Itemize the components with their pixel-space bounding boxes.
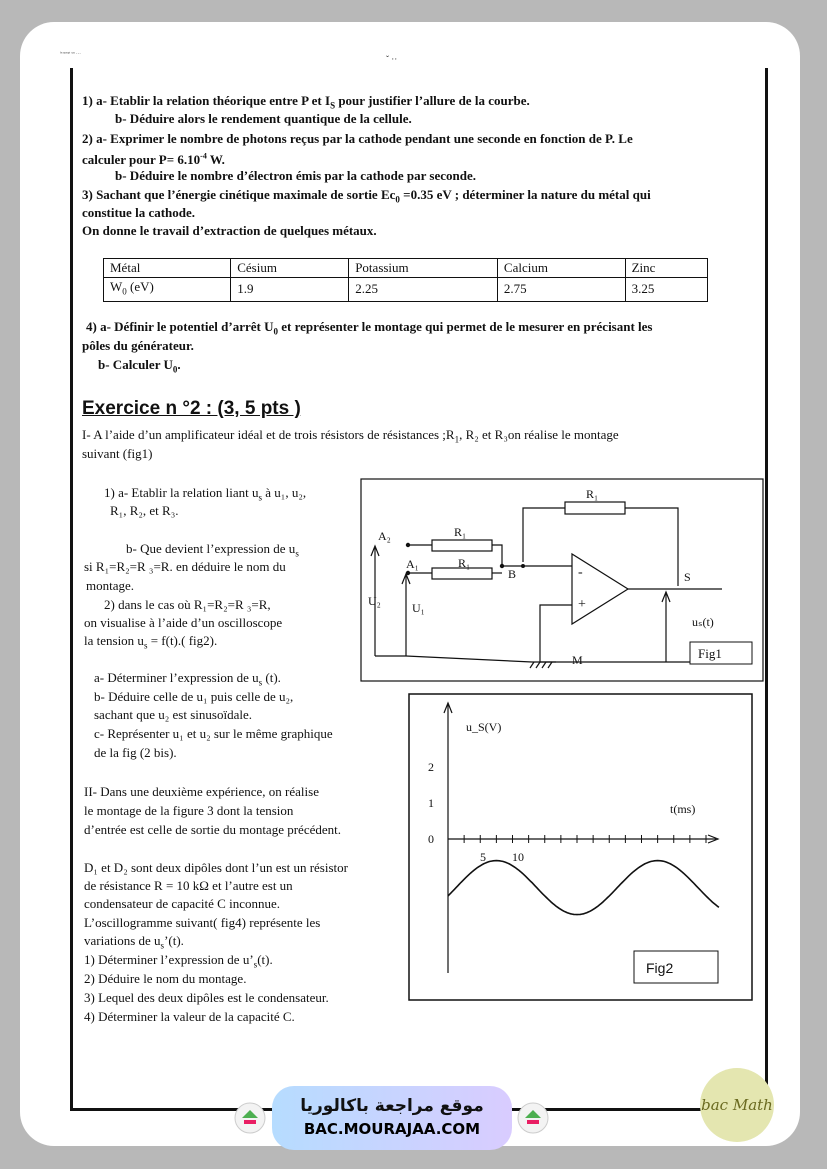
- table-row: [104, 278, 708, 302]
- q2b-line: b- Déduire le nombre d’électron émis par la cathode par seconde.: [115, 168, 476, 183]
- label-u1: U₁: [412, 601, 425, 615]
- site-url[interactable]: BAC.MOURAJAA.COM: [303, 1120, 481, 1138]
- table-row-label: $W_0$ (eV): [104, 278, 231, 302]
- site-banner[interactable]: [272, 1086, 512, 1150]
- fig1-caption: Fig1: [698, 646, 722, 661]
- label-a1: A₁: [406, 557, 419, 571]
- q4a-line2: pôles du générateur.: [82, 338, 194, 353]
- label-r-feedback: R₁: [586, 487, 599, 501]
- y-tick-label: 1: [428, 796, 434, 810]
- resistor-r3: [565, 502, 625, 514]
- q2-text3: la tension $u_s = f(t)$.( fig2).: [84, 633, 218, 651]
- table-header-cell: Zinc: [625, 259, 707, 278]
- table-cell: 2.75: [497, 278, 625, 302]
- x-axis-label: t(ms): [670, 802, 696, 816]
- dipole-text2: de résistance R = 10 kΩ et l’autre est un: [84, 878, 293, 893]
- qb-text1: b- Déduire celle de u₁ puis celle de u₂,: [94, 689, 294, 704]
- qc-text2: de la fig (2 bis).: [94, 745, 177, 760]
- final-q2: 2) Déduire le nom du montage.: [84, 971, 247, 986]
- top-marks: ˇ ··: [386, 54, 398, 64]
- final-q3: 3) Lequel des deux dipôles est le condensateur.: [84, 990, 329, 1005]
- dipole-text3: condensateur de capacité C inconnue.: [84, 896, 280, 911]
- q1b-text2: si R₁=R₂=R ₃=R. en déduire le nom du: [84, 559, 286, 574]
- label-minus: -: [578, 565, 583, 580]
- exercise-title: Exercice n °2 : (3, 5 pts ): [82, 398, 301, 419]
- site-name-arabic: موقع مراجعة باكالوريا: [300, 1096, 484, 1116]
- q1a-line: 1) a- Etablir la relation théorique entre P et $I_S$ pour justifier l’allure de la courbe.: [82, 93, 530, 111]
- right-badge-icon: [515, 1100, 551, 1140]
- table-header-cell: Calcium: [497, 259, 625, 278]
- label-r2: R₁: [458, 556, 471, 570]
- label-m: M: [572, 653, 583, 667]
- label-a2: A₂: [378, 529, 391, 543]
- q4a-line1: 4) a- Définir le potentiel d’arrêt $U_0$ et représenter le montage qui permet de le mesurer en précisant les: [86, 319, 653, 337]
- fig2-chart: [408, 693, 753, 1001]
- table-cell: 3.25: [625, 278, 707, 302]
- series-us-line: [448, 861, 719, 915]
- label-r1: R₁: [454, 525, 467, 539]
- x-tick-label: 5: [480, 850, 486, 864]
- label-u2: U₂: [368, 594, 381, 608]
- table-cell: 2.25: [349, 278, 498, 302]
- final-q4: 4) Déterminer la valeur de la capacité C.: [84, 1009, 295, 1024]
- partII-text1: II- Dans une deuxième expérience, on réalise: [84, 784, 319, 799]
- final-q1: 1) Déterminer l’expression de $u’_s(t)$.: [84, 952, 273, 970]
- fig2-caption: Fig2: [646, 960, 674, 976]
- dipole-text1: D₁ et D₂ sont deux dipôles dont l’un est un résistor: [84, 860, 348, 875]
- table-header-cell: Potassium: [349, 259, 498, 278]
- label-us: uₛ(t): [692, 615, 714, 629]
- q3-line2: constitue la cathode.: [82, 205, 196, 220]
- bacmath-logo: bac Math: [700, 1068, 774, 1142]
- resistor-r1: [432, 540, 492, 551]
- y-axis-label: u_S(V): [466, 720, 502, 734]
- dipole-text4: L’oscillogramme suivant( fig4) représente les: [84, 915, 321, 930]
- qb-text2: sachant que u₂ est sinusoïdale.: [94, 707, 252, 722]
- partII-text3: d’entrée est celle de sortie du montage précédent.: [84, 822, 341, 837]
- partI-line2: suivant (fig1): [82, 446, 153, 461]
- q1b-text3: montage.: [86, 578, 135, 593]
- q2-text1: 2) dans le cas où R₁=R₂=R ₃=R,: [104, 597, 271, 612]
- y-tick-label: 2: [428, 760, 434, 774]
- q2a-line1: 2) a- Exprimer le nombre de photons reçus par la cathode pendant une seconde en fonction de P. Le: [82, 131, 633, 146]
- q1b-text: b- Que devient l’expression de $u_s$: [126, 541, 299, 559]
- qc-text1: c- Représenter u₁ et u₂ sur le même graphique: [94, 726, 333, 741]
- table-header-cell: Métal: [104, 259, 231, 278]
- metal-table: [103, 258, 708, 302]
- fig1-circuit: [360, 478, 765, 683]
- dipole-text5: variations de $u_s’(t)$.: [84, 933, 184, 951]
- q3-line3: On donne le travail d’extraction de quelques métaux.: [82, 223, 377, 238]
- left-badge-icon: [232, 1100, 268, 1140]
- table-header-cell: Césium: [231, 259, 349, 278]
- table-header-row: [104, 259, 708, 278]
- q1a-text2: R₁, R₂, et R₃.: [110, 503, 179, 518]
- q3-line1: 3) Sachant que l’énergie cinétique maximale de sortie $Ec_0 =0.35$ eV ; déterminer la nature du métal qui: [82, 187, 651, 205]
- q1a-text: 1) a- Etablir la relation liant $u_s$ à u₁, u₂,: [104, 485, 307, 503]
- label-b: B: [508, 567, 517, 581]
- q4b-line: b- Calculer $U_0$.: [98, 357, 181, 375]
- scan-marks: ᵇᶜʳᵃᵐᵖᵗ ᵘⁿ ···: [60, 52, 81, 57]
- q2-text2: on visualise à l’aide d’un oscilloscope: [84, 615, 283, 630]
- x-tick-label: 10: [512, 850, 524, 864]
- partI-line1: I- A l’aide d’un amplificateur idéal et de trois résistors de résistances $;R_1$, R₂ et R₃on réalise le montage: [82, 427, 619, 445]
- label-plus: +: [578, 597, 586, 612]
- table-cell: 1.9: [231, 278, 349, 302]
- label-s: S: [684, 570, 691, 584]
- qa-text: a- Déterminer l’expression de $u_s$ (t).: [94, 670, 281, 688]
- y-tick-label: 0: [428, 832, 434, 846]
- q2a-line2: calculer pour $P= 6.10^{-4}$ W.: [82, 152, 225, 168]
- q1b-line: b- Déduire alors le rendement quantique de la cellule.: [115, 111, 412, 126]
- partII-text2: le montage de la figure 3 dont la tension: [84, 803, 294, 818]
